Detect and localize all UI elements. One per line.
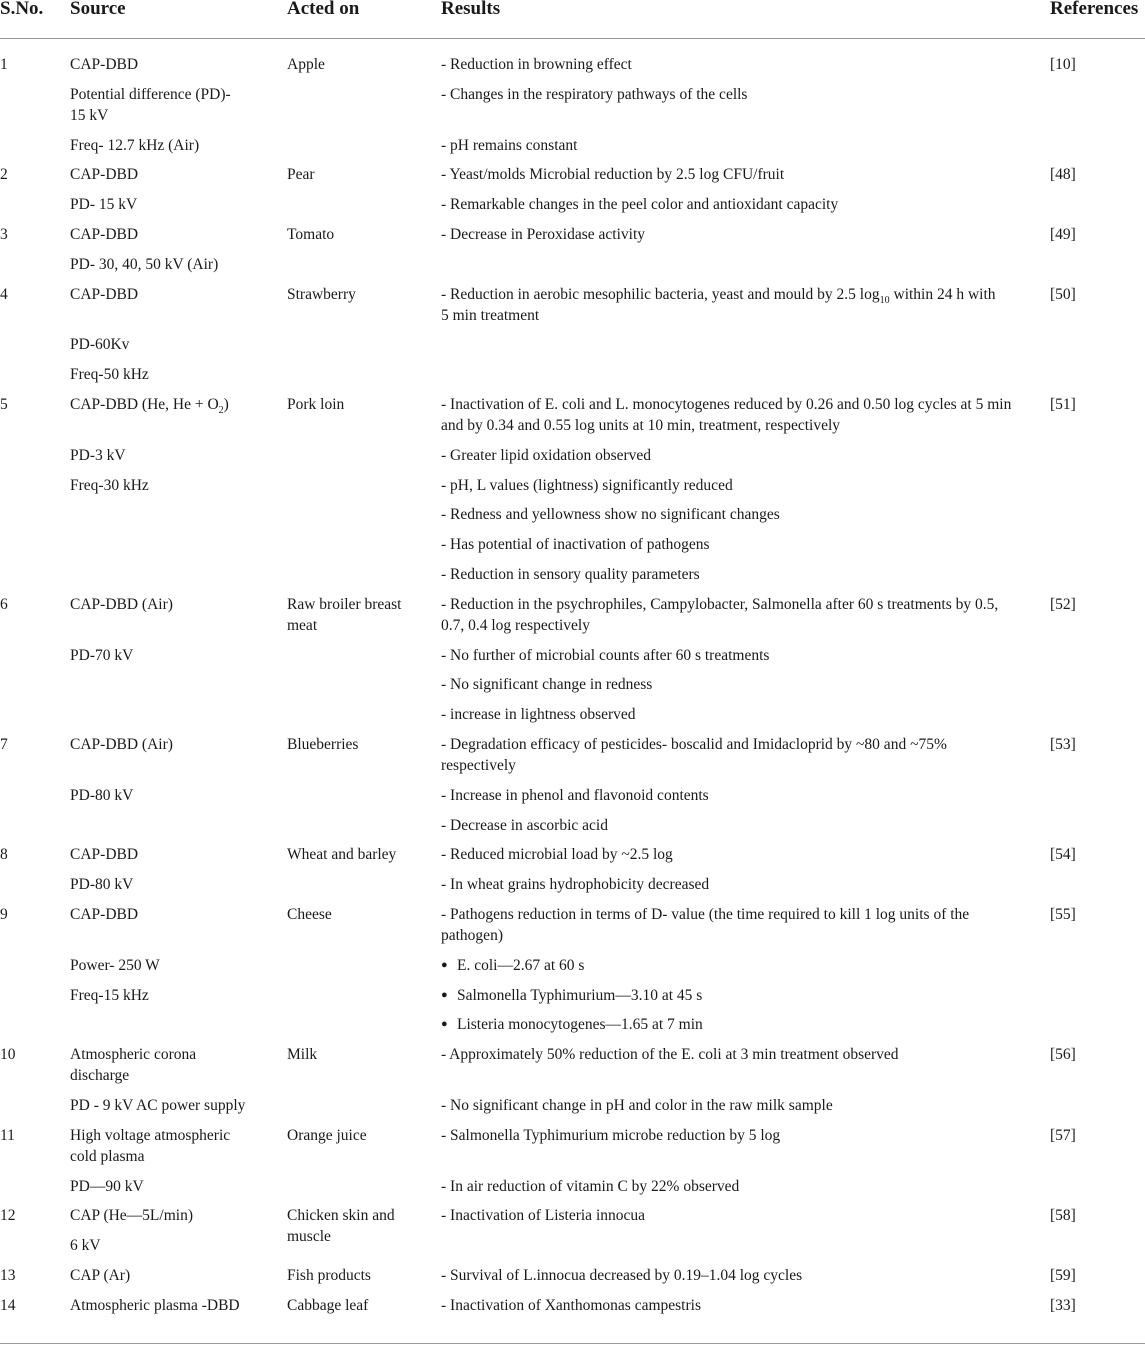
source-cell: CAP-DBD <box>70 285 139 303</box>
source-cell: Power- 250 W <box>70 956 160 974</box>
source-cell: Potential difference (PD)- <box>70 85 231 103</box>
row-reference: [10] <box>1050 56 1076 73</box>
row-reference: [48] <box>1050 166 1076 184</box>
subscript: 2 <box>218 405 224 417</box>
source-suffix: ) <box>223 396 229 413</box>
row-reference: [54] <box>1050 846 1076 864</box>
source-cell: CAP-DBD (Air) <box>70 595 173 613</box>
result-cell: - Redness and yellowness show no significant changes <box>441 506 780 524</box>
result-cell: - Inactivation of E. coli and L. monocytogenes reduced by 0.26 and 0.50 log cycles at 5 min <box>441 396 1012 413</box>
source-cell: CAP (He—5L/min) <box>70 1207 193 1225</box>
acted-on-cell: Tomato <box>287 226 335 243</box>
result-suffix: within 24 h with <box>889 285 996 303</box>
row-reference: [51] <box>1050 396 1076 413</box>
result-cell: - Increase in phenol and flavonoid contents <box>441 786 709 804</box>
row-number: 6 <box>0 595 8 613</box>
source-cell: PD-60Kv <box>70 336 130 354</box>
result-bullet: ● E. coli—2.67 at 60 s <box>441 955 584 976</box>
source-cell: PD-80 kV <box>70 876 134 894</box>
row-number: 13 <box>0 1267 16 1284</box>
row-number: 2 <box>0 166 8 184</box>
result-cell: - pH remains constant <box>441 136 578 154</box>
source-cell: Atmospheric corona <box>70 1046 197 1064</box>
acted-on-cell: Pear <box>287 166 315 184</box>
row-number: 12 <box>0 1207 16 1225</box>
acted-on-cell: Chicken skin and <box>287 1207 395 1225</box>
source-cell: Freq-15 kHz <box>70 986 149 1004</box>
result-cell: - Has potential of inactivation of pathogens <box>441 536 710 554</box>
result-bullet: ● Listeria monocytogenes—1.65 at 7 min <box>441 1014 703 1035</box>
acted-on-cell: Cheese <box>287 906 332 923</box>
row-number: 10 <box>0 1046 16 1064</box>
source-cell: PD- 30, 40, 50 kV (Air) <box>70 255 219 273</box>
source-cell: Freq-50 kHz <box>70 366 149 384</box>
row-number: 8 <box>0 846 8 864</box>
row-reference: [58] <box>1050 1207 1076 1225</box>
source-cell: PD- 15 kV <box>70 196 138 214</box>
bottom-rule <box>0 1343 1145 1344</box>
row-number: 3 <box>0 226 8 243</box>
acted-on-cell: Apple <box>287 56 325 73</box>
result-cell: - pH, L values (lightness) significantly reduced <box>441 476 733 494</box>
result-cell: - Decrease in ascorbic acid <box>441 816 608 834</box>
source-cell: 6 kV <box>70 1237 101 1255</box>
result-cell: - No further of microbial counts after 60 s treatments <box>441 646 770 664</box>
source-cell: PD-70 kV <box>70 646 134 664</box>
row-number: 11 <box>0 1126 15 1144</box>
result-cell: respectively <box>441 757 516 774</box>
source-cell: CAP-DBD <box>70 56 139 73</box>
header-references: References <box>1050 0 1139 19</box>
result-cell: - Remarkable changes in the peel color and antioxidant capacity <box>441 196 839 214</box>
result-bullet: ● Salmonella Typhimurium—3.10 at 45 s <box>441 985 702 1006</box>
row-number: 14 <box>0 1296 16 1314</box>
acted-on-cell: Wheat and barley <box>287 846 397 864</box>
row-reference: [56] <box>1050 1046 1076 1064</box>
result-cell: - Salmonella Typhimurium microbe reduction by 5 log <box>441 1126 781 1144</box>
source-cell: discharge <box>70 1067 130 1085</box>
source-cell: PD-80 kV <box>70 786 134 804</box>
result-cell: - Reduction in aerobic mesophilic bacteria, yeast and mould by 2.5 $\log_{10}$ within 24 h with <box>441 285 996 306</box>
acted-on-cell: muscle <box>287 1228 331 1246</box>
result-cell: - Reduction in browning effect <box>441 56 632 73</box>
acted-on-cell: Milk <box>287 1046 318 1064</box>
result-cell: - Survival of L.innocua decreased by 0.19–1.04 log cycles <box>441 1267 803 1284</box>
result-cell: - Greater lipid oxidation observed <box>441 446 652 464</box>
table-header <box>0 0 1145 39</box>
source-cell: CAP-DBD (He, $He + O_2$) <box>70 396 229 417</box>
row-number: 9 <box>0 906 8 923</box>
result-cell: pathogen) <box>441 927 503 944</box>
row-number: 5 <box>0 396 8 413</box>
row-reference: [57] <box>1050 1126 1076 1144</box>
acted-on-cell: Pork loin <box>287 396 345 413</box>
source-cell: CAP-DBD <box>70 846 139 864</box>
result-cell: - Reduction in the psychrophiles, Campylobacter, Salmonella after 60 s treatments by 0.5, <box>441 595 999 613</box>
row-reference: [50] <box>1050 285 1076 303</box>
acted-on-cell: meat <box>287 616 318 634</box>
result-cell: 5 min treatment <box>441 306 540 324</box>
result-cell: - Inactivation of Listeria innocua <box>441 1207 646 1225</box>
row-reference: [53] <box>1050 736 1076 753</box>
source-cell: CAP-DBD (Air) <box>70 736 173 753</box>
result-cell: - In air reduction of vitamin C by 22% observed <box>441 1177 740 1195</box>
header-acted-on: Acted on <box>287 0 360 19</box>
source-cell: PD-3 kV <box>70 446 126 464</box>
acted-on-cell: Fish products <box>287 1267 371 1284</box>
source-cell: PD - 9 kV AC power supply <box>70 1097 246 1114</box>
subscript: 10 <box>879 294 890 306</box>
result-cell: - No significant change in redness <box>441 676 653 694</box>
row-reference: [33] <box>1050 1296 1076 1314</box>
row-reference: [49] <box>1050 226 1076 243</box>
header-sno: S.No. <box>0 0 44 19</box>
source-cell: 15 kV <box>70 106 109 124</box>
result-cell: - In wheat grains hydrophobicity decreased <box>441 876 710 894</box>
source-cell: Atmospheric plasma -DBD <box>70 1296 240 1314</box>
row-number: 4 <box>0 285 8 303</box>
source-cell: CAP (Ar) <box>70 1267 131 1284</box>
source-cell: Freq- 12.7 kHz (Air) <box>70 136 200 154</box>
acted-on-cell: Blueberries <box>287 736 359 753</box>
header-source: Source <box>70 0 126 19</box>
acted-on-cell: Orange juice <box>287 1126 367 1144</box>
source-cell: PD—90 kV <box>70 1177 144 1195</box>
source-cell: CAP-DBD <box>70 906 139 923</box>
result-cell: - increase in lightness observed <box>441 706 636 724</box>
acted-on-cell: Strawberry <box>287 285 356 303</box>
header-results: Results <box>441 0 501 19</box>
source-cell: Freq-30 kHz <box>70 476 149 494</box>
source-cell: High voltage atmospheric <box>70 1126 231 1144</box>
result-cell: - Approximately 50% reduction of the E. coli at 3 min treatment observed <box>441 1046 899 1064</box>
result-cell: - Reduction in sensory quality parameters <box>441 566 700 583</box>
result-cell: and by 0.34 and 0.55 log units at 10 min, treatment, respectively <box>441 417 841 434</box>
source-cell: cold plasma <box>70 1147 145 1165</box>
result-cell: - Yeast/molds Microbial reduction by 2.5 log CFU/fruit <box>441 166 785 184</box>
result-cell: - Changes in the respiratory pathways of the cells <box>441 85 748 103</box>
result-cell: - Decrease in Peroxidase activity <box>441 226 645 243</box>
source-cell: CAP-DBD <box>70 226 139 243</box>
row-reference: [55] <box>1050 906 1076 923</box>
result-cell: - Inactivation of Xanthomonas campestris <box>441 1296 701 1314</box>
row-reference: [59] <box>1050 1267 1076 1284</box>
result-cell: 0.7, 0.4 log respectively <box>441 616 590 634</box>
result-cell: - Degradation efficacy of pesticides- boscalid and Imidacloprid by ~80 and ~75% <box>441 736 947 753</box>
row-reference: [52] <box>1050 595 1076 613</box>
result-cell: - Pathogens reduction in terms of D- value (the time required to kill 1 log units of the <box>441 906 970 923</box>
acted-on-cell: Raw broiler breast <box>287 595 402 613</box>
acted-on-cell: Cabbage leaf <box>287 1296 369 1314</box>
result-cell: - Reduced microbial load by ~2.5 log <box>441 846 673 864</box>
result-cell: - No significant change in pH and color in the raw milk sample <box>441 1097 833 1114</box>
row-number: 7 <box>0 736 8 753</box>
row-number: 1 <box>0 56 8 73</box>
source-cell: CAP-DBD <box>70 166 139 184</box>
